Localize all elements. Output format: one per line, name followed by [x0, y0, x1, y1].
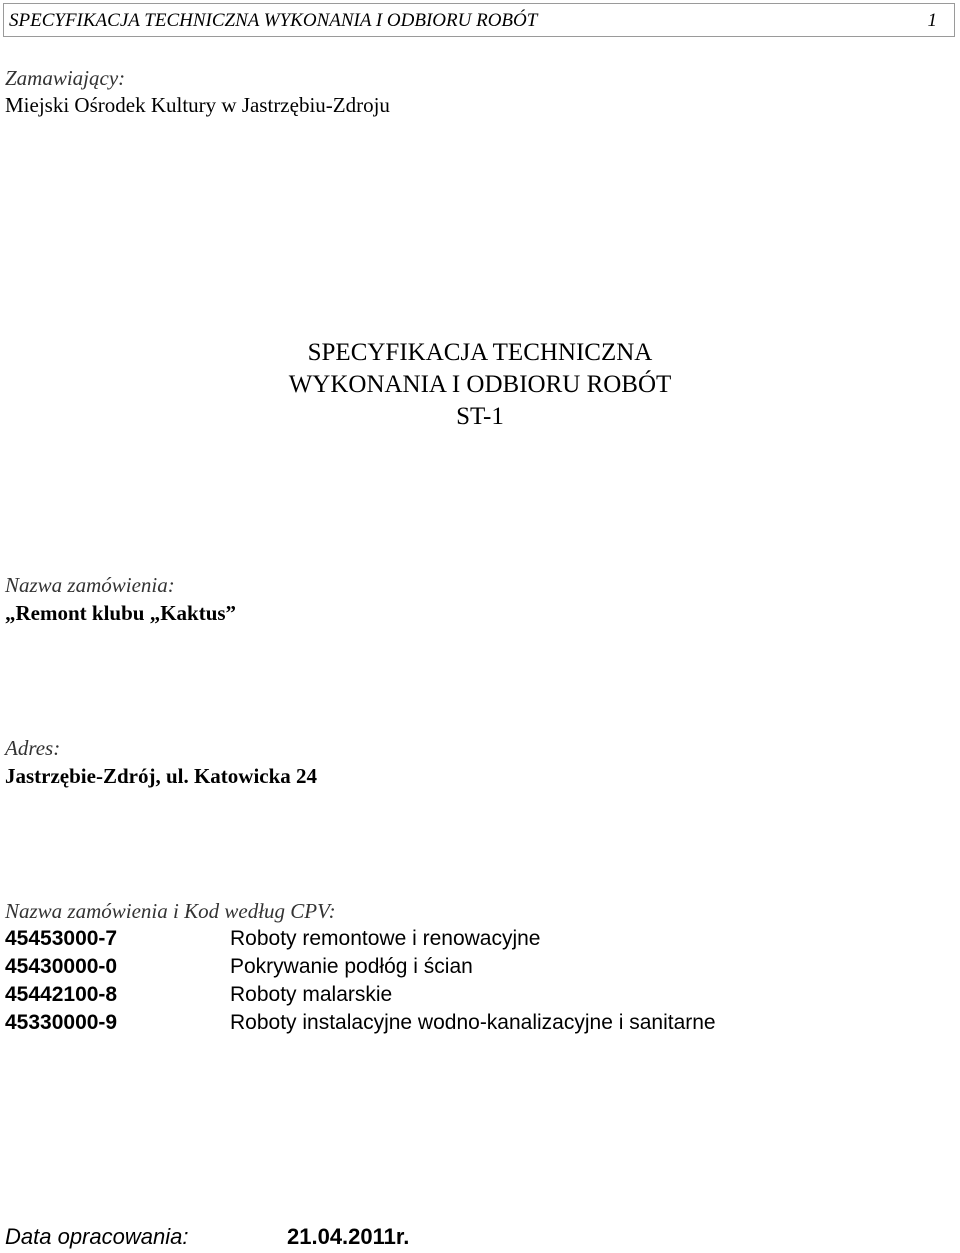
header-title: SPECYFIKACJA TECHNICZNA WYKONANIA I ODBIORU ROBÓT — [9, 10, 538, 31]
document-title — [0, 337, 960, 433]
address-label: Adres: — [5, 736, 61, 760]
document-title-line-2: WYKONANIA I ODBIORU ROBÓT — [288, 371, 672, 398]
cpv-code: 45442100-8 — [5, 983, 118, 1006]
cpv-code: 45430000-0 — [5, 955, 118, 978]
cpv-row — [5, 927, 955, 955]
order-name-label: Nazwa zamówienia: — [5, 573, 175, 597]
cpv-description: Pokrywanie podłóg i ścian — [230, 955, 473, 978]
cpv-row — [5, 1011, 955, 1039]
document-title-line-1: SPECYFIKACJA TECHNICZNA — [307, 339, 653, 366]
cpv-description: Roboty remontowe i renowacyjne — [230, 927, 541, 950]
address-value: Jastrzębie-Zdrój, ul. Katowicka 24 — [5, 764, 318, 788]
date-value: 21.04.2011r. — [287, 1224, 410, 1249]
document-title-line-3: ST-1 — [456, 403, 504, 430]
cpv-code: 45330000-9 — [5, 1011, 118, 1034]
cpv-description: Roboty malarskie — [230, 983, 393, 1006]
cpv-label: Nazwa zamówienia i Kod według CPV: — [5, 899, 336, 923]
cpv-row — [5, 983, 955, 1011]
date-label: Data opracowania: — [5, 1224, 189, 1249]
client-label: Zamawiający: — [5, 66, 126, 90]
client-name: Miejski Ośrodek Kultury w Jastrzębiu-Zdroju — [5, 93, 390, 117]
cpv-row — [5, 955, 955, 983]
page-header — [3, 3, 955, 37]
cpv-description: Roboty instalacyjne wodno-kanalizacyjne i sanitarne — [230, 1011, 716, 1034]
page-number: 1 — [927, 10, 937, 31]
cpv-code: 45453000-7 — [5, 927, 118, 950]
order-name-value: „Remont klubu „Kaktus” — [5, 601, 237, 625]
